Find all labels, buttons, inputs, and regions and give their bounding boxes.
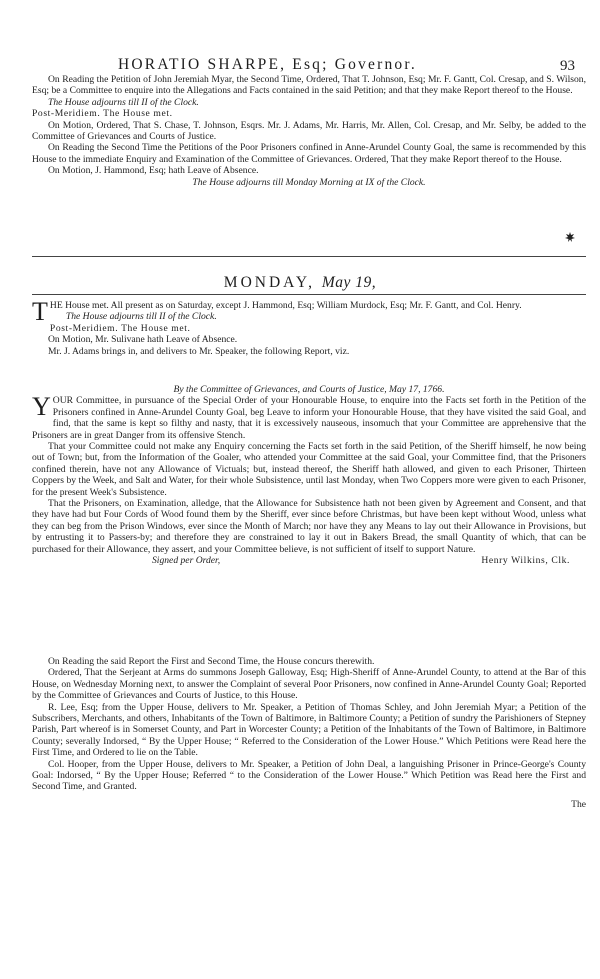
running-head: HORATIO SHARPE, Esq; Governor. (118, 56, 417, 73)
paragraph-petition-myar: On Reading the Petition of John Jeremiah Myar, the Second Time, Ordered, That T. Johnson, Esq; Mr. F. Gantt, Col. Cresap, and S. Wilson, Esq; be a Committee to enquire into the Allegations and Facts contained in the said Petition; and that they make Report thereof to the House. (32, 74, 586, 97)
report-heading: By the Committee of Grievances, and Courts of Justice, May 17, 1766. (173, 384, 445, 395)
report-paragraph-1 (32, 392, 586, 441)
paragraph-report-concurred: On Reading the said Report the First and Second Time, the House concurs therewith. (48, 656, 375, 667)
committee-report (32, 384, 586, 567)
paragraph-house-met-text: HE House met. All present as on Saturday, except J. Hammond, Esq; William Murdock, Esq; Mr. F. Gantt, and Col. Henry. (49, 300, 522, 311)
adjournment-monday: The House adjourns till Monday Morning at IX of the Clock. (192, 176, 426, 188)
paragraph-sulivane-leave: On Motion, Mr. Sulivane hath Leave of Absence. (48, 334, 238, 346)
date-heading-date: May 19, (321, 274, 377, 291)
paragraph-poor-prisoners: On Reading the Second Time the Petitions of the Poor Prisoners confined in Anne-Arundel County Goal, the same is recommended by this House to the immediate Enquiry and Examination of the Committee of Grievances. Ordered, That they make Report thereof to the House. (32, 142, 586, 165)
day-heading: MONDAY, (223, 274, 316, 291)
paragraph-serjeant-order: Ordered, That the Serjeant at Arms do summons Joseph Galloway, Esq; High-Sheriff of Anne-Arundel County, to attend at the Bar of this House, on Wednesday Morning next, to answer the Complaint of several Poor Prisoners, now confined in Anne-Arundel County Goal; Reported by the Committee of Grievances and Courts of Justice, to this House. (32, 667, 586, 702)
adjournment-line: The House adjourns till II of the Clock. (48, 96, 199, 108)
drop-cap-t: T (32, 297, 48, 326)
report-paragraph-3: That the Prisoners, on Examination, alledge, that the Allowance for Subsistence hath not been given by Agreement and Consent, and that they have had but Four Cords of Wood found them by the Sheriff, ever since before Christmas, but have been kept without Wood, unless what they can beg from the Prison Windows, ever since the Month of March; nor have they any Means to lay out their Allowance in Provisions, but by entrusting it to Passers-by; and therefore they are constrained to lay it out in Bakers Bread, the small Quantity of which, that can be purchased for their Allowance, they assert, and your Committee believe, is not sufficient of itself to support Nature. (32, 498, 586, 555)
catchword: The (571, 798, 586, 810)
section-rule-top (32, 256, 586, 257)
paragraph-lee-petitions: R. Lee, Esq; from the Upper House, delivers to Mr. Speaker, a Petition of Thomas Schley, and John Jeremiah Myar; a Petition of the Subscribers, Merchants, and others, Inhabitants of the Town of Baltimore, in Baltimore County; a Petition of sundry the Parishioners of Stepney Parish, Part whereof is in Somerset County, and Part in Worcester County; a Petition of the Inhabitants of the Town of Baltimore, in Baltimore County; severally Indorsed, “ By the Upper House; “ Referred to the Consideration of the Lower House.” Which Petitions were Read here the First Time, and Ordered to lie on the Table. (32, 701, 586, 759)
post-meridiem-line: Post-Meridiem. The House met. (32, 108, 173, 120)
report-signature (32, 555, 586, 566)
section-rule-bottom (32, 294, 586, 295)
drop-cap-y: Y (32, 392, 51, 422)
paragraph-hooper-petition: Col. Hooper, from the Upper House, delivers to Mr. Speaker, a Petition of John Deal, a languishing Prisoner in Prince-George's County Goal: Indorsed, “ By the Upper House; Referred “ to the Consideration of the Lower House.” Which Petition was Read here the First and Second Time, and Granted. (32, 758, 586, 793)
page-header (0, 56, 600, 76)
report-paragraph-2: That your Committee could not make any Enquiry concerning the Facts set forth in the said Petition, of the Sheriff himself, he now being out of Town; but, from the Information of the Goaler, who attended your Committee at the said Goal, your Committee find, that the Prisoners confined therein, have not any Allowance of Victuals; but, instead thereof, the Sheriff hath allowed, and given to each Prisoner, Thirteen Coppers by the Week, and Salt and Water, for their whole Subsistence, until last Monday, when Two Coppers more were given to each Prisoner, for the present Week's Subsistence. (32, 441, 586, 498)
report-paragraph-1-text: OUR Committee, in pursuance of the Special Order of your Honourable House, to enquire into the Facts set forth in the Petition of the Prisoners confined in Anne-Arundel County Goal, beg Leave to inform your Honourable House, that they have visited the said Goal, and find, that the same is kept so filthy and nasty, that it is excessively nauseous, insomuch that your Committee are apprehensive that the Prisoners are in great Danger from its offensive Stench. (32, 395, 586, 441)
adjournment-line-monday: The House adjourns till II of the Clock. (65, 311, 217, 323)
ink-blot-icon (565, 232, 575, 242)
date-heading (0, 274, 600, 292)
paragraph-committee-added: On Motion, Ordered, That S. Chase, T. Johnson, Esqrs. Mr. J. Adams, Mr. Harris, Mr. Allen, Col. Cresap, and Mr. Selby, be added to the Committee of Grievances and Courts of Justice. (32, 119, 586, 143)
subsequent-proceedings (32, 656, 586, 810)
paragraph-adams-report: Mr. J. Adams brings in, and delivers to Mr. Speaker, the following Report, viz. (48, 345, 350, 357)
paragraph-hammond-leave: On Motion, J. Hammond, Esq; hath Leave of Absence. (48, 165, 259, 177)
page-number: 93 (560, 58, 575, 74)
signed-per-order: Signed per Order, (152, 555, 221, 567)
signer-name: Henry Wilkins, Clk. (481, 555, 570, 567)
post-meridiem-line-monday: Post-Meridiem. The House met. (49, 322, 191, 334)
proceedings-saturday (32, 74, 586, 188)
proceedings-monday (32, 297, 586, 357)
